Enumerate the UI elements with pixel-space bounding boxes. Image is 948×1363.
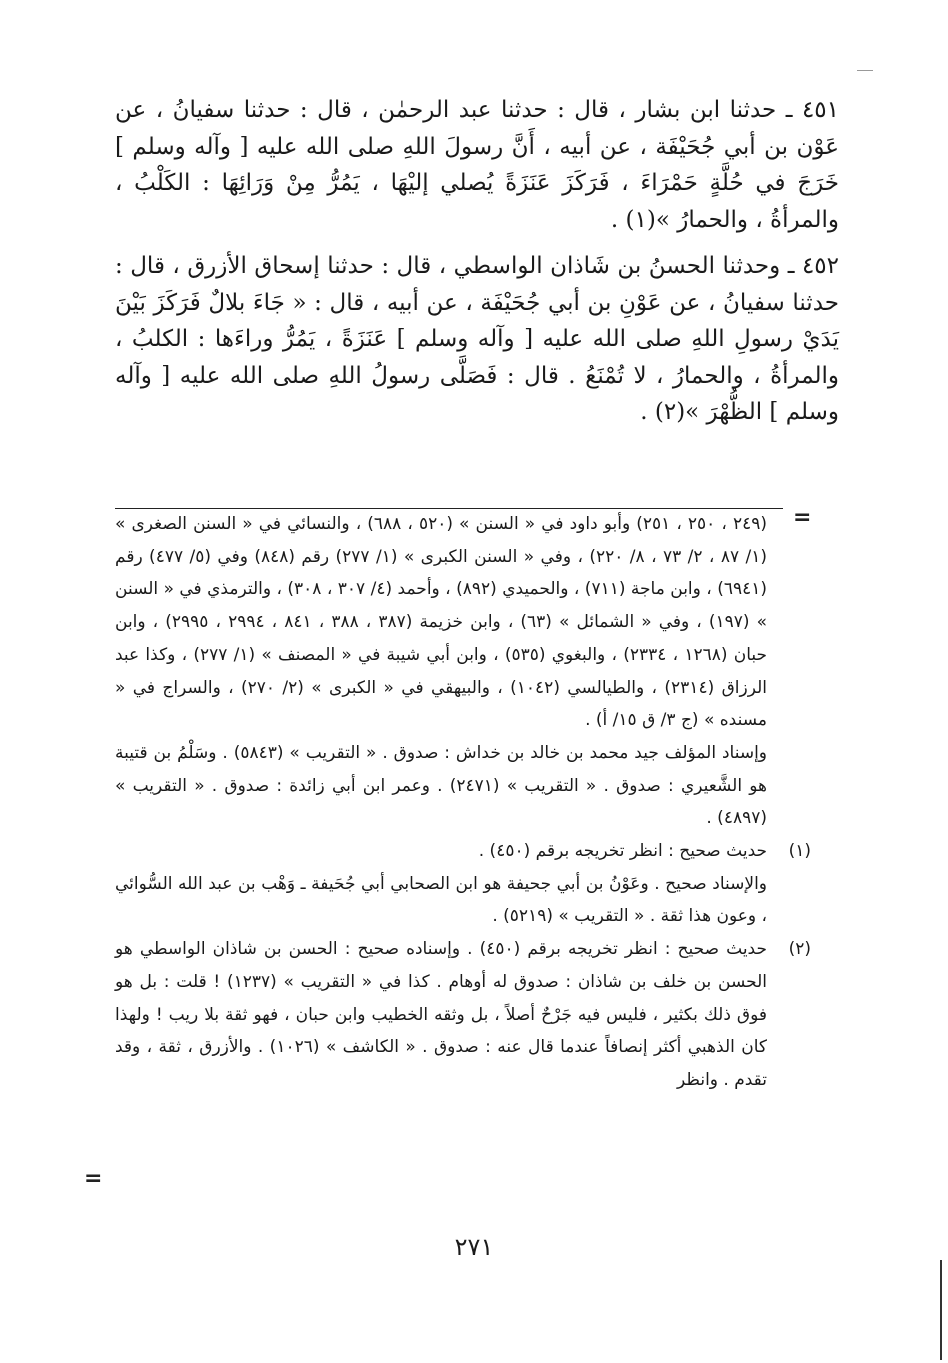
footnote-text: حديث صحيح : انظر تخريجه برقم (٤٥٠) . وإسناده صحيح : الحسن بن شاذان الواسطي هو الحسن بن خلف بن شاذان : صدوق له أوهام . كذا في « التقريب » (١٢٣٧) ! قلت : بل هو فوق ذلك بكثير ، فليس فيه جَرْحٌ أصلاً ، بل وثقه الخطيب وابن حبان ، فهو ثقة بلا ريب ! ولهذا كان الذهبي أكثر إنصافاً عندما قال عنه : صدوق . « الكاشف » (١٠٢٦) . والأزرق ، ثقة ، وقد تقدم . وانظر — [115, 939, 768, 1090]
footnote-1 — [115, 835, 811, 933]
footnote-continued-text: (٢٤٩ ، ٢٥٠ ، ٢٥١) وأبو داود في « السنن » (٥٢٠ ، ٦٨٨) ، والنسائي في « السنن الصغرى » (١/ ٨٧ ، ٢/ ٧٣ ، ٨/ ٢٢٠) ، وفي « السنن الكبرى » (١/ ٢٧٧) رقم (٨٤٨) وفي (٥/ ٤٧٧) رقم (٦٩٤١) ، وابن ماجة (٧١١) ، والحميدي (٨٩٢) ، وأحمد (٤/ ٣٠٧ ، ٣٠٨) ، والترمذي في « السنن » (١٩٧) ، وفي « الشمائل » (٦٣) ، وابن خزيمة (٣٨٧ ، ٣٨٨ ، ٨٤١ ، ٢٩٩٤ ، ٢٩٩٥) ، وابن حبان (١٢٦٨ ، ٢٣٣٤) ، والبغوي (٥٣٥) ، وابن أبي شيبة في « المصنف » (١/ ٢٧٧) ، وكذا عبد الرزاق (٢٣١٤) ، والطيالسي (١٠٤٢) ، والبيهقي في « الكبرى » (٢/ ٢٧٠) ، والسراج في « مسنده » (ج ٣/ ق ١٥/ أ) . — [115, 514, 768, 731]
hadith-text: ٤٥١ ـ حدثنا ابن بشار ، قال : حدثنا عبد الرحمٰن ، قال : حدثنا سفيانُ ، عن عَوْن بن أبي جُحَيْفَة ، عن أبيه ، أَنَّ رسولَ اللهِ صلى الله عليه [ وآله وسلم ] خَرَجَ في حُلَّةٍ حَمْرَاءَ ، فَرَكَزَ عَنَزَةً يُصلي إليْهَا ، يَمُرُّ مِنْ وَرَائِهَا : الكَلْبُ ، والمرأةُ ، والحمارُ »(١) . — [115, 97, 839, 233]
footnote-2 — [115, 933, 811, 1097]
footnote-number: (٢) — [788, 939, 811, 960]
footnotes — [115, 508, 811, 1097]
page-number: ٢٧١ — [454, 1233, 494, 1261]
hadith-452 — [115, 248, 839, 431]
footnote-text: حديث صحيح : انظر تخريجه برقم (٤٥٠) . — [478, 841, 767, 862]
footnote-isnad-text: وإسناد المؤلف جيد محمد بن خالد بن خداش : صدوق . « التقريب » (٥٨٤٣) . وسَلْمُ بن قتيبة هو الشَّعيري : صدوق . « التقريب » (٢٤٧١) . وعمر ابن أبي زائدة : صدوق . « التقريب » (٤٨٩٧) . — [115, 742, 767, 829]
footnote-extra: والإسناد صحيح . وعَوْنُ بن أبي جحيفة هو ابن الصحابي أبي جُحَيفة ـ وَهْب بن عبد الله السُّوائي ، وعون هذا ثقة . « التقريب » (٥٢١٩) . — [115, 873, 767, 927]
hadith-451 — [115, 92, 839, 238]
continued-mark: = — [793, 505, 812, 530]
scan-mark — [857, 70, 873, 71]
hadith-text: ٤٥٢ ـ وحدثنا الحسنُ بن شَاذان الواسطي ، قال : حدثنا إسحاق الأزرق ، قال : حدثنا سفيانُ ، عن عَوْنِ بن أبي جُحَيْفَة ، عن أبيه ، قال : « جَاءَ بلالٌ فَرَكَزَ بَيْنَ يَدَيْ رسولِ اللهِ صلى الله عليه [ وآله وسلم ] عَنَزَةً ، يَمُرُّ وراءَها : الكلبُ ، والمرأةُ ، والحمارُ ، لا تُمْنَعُ . قال : فَصَلَّى رسولُ اللهِ صلى الله عليه [ وآله وسلم ] الظُّهْرَ »(٢) . — [115, 253, 839, 425]
footnote-number: (١) — [788, 841, 811, 862]
main-text — [115, 92, 839, 441]
scan-edge-mark — [940, 1260, 943, 1360]
trail-mark: = — [84, 1166, 103, 1191]
